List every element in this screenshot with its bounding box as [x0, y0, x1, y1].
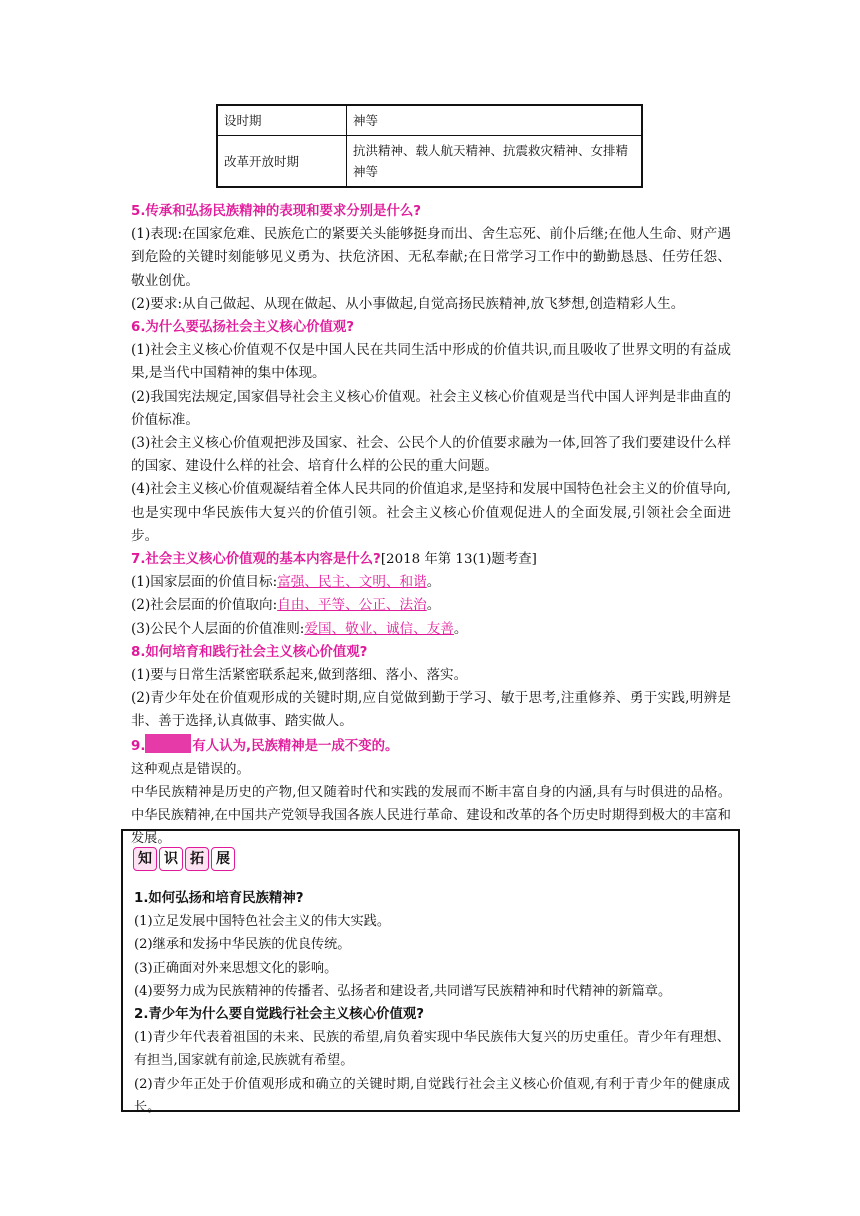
question-9-title [131, 734, 731, 758]
question-text: 有人认为,民族精神是一成不变的。 [192, 738, 399, 754]
answer-paragraph [131, 571, 731, 594]
punctuation: 。 [426, 597, 441, 614]
badge-char: 展 [211, 847, 235, 871]
question-text: .社会主义核心价值观的基本内容是什么? [140, 552, 381, 568]
badge-char: 知 [133, 847, 157, 871]
punctuation: 。 [426, 574, 441, 591]
question-number: 2 [134, 1007, 144, 1023]
answer-blank: 富强、民主、文明、和谐 [277, 574, 427, 591]
answer-paragraph: (3)社会主义核心价值观把涉及国家、社会、公民个人的价值要求融为一体,回答了我们要建设什么样的国家、建设什么样的社会、培育什么样的公民的重大问题。 [131, 435, 731, 475]
knowledge-question-1 [134, 887, 730, 910]
knowledge-extension-box [121, 829, 740, 1115]
question-6-title [131, 316, 731, 339]
answer-prefix: (3)公民个人层面的价值准则: [131, 620, 305, 637]
answer-blank: 爱国、敬业、诚信、友善 [304, 620, 454, 637]
period-cell: 改革开放时期 [217, 136, 347, 188]
table-row [217, 105, 642, 136]
answer-paragraph: 中华民族精神是历史的产物,但又随着时代和实践的发展而不断丰富自身的内涵,具有与时俱进的品格。中华民族精神,在中国共产党领导我国各族人民进行革命、建设和改革的各个历史时期得到极大的丰富和发展。 [131, 785, 731, 847]
answer-paragraph: (4)要努力成为民族精神的传播者、弘扬者和建设者,共同谱写民族精神和时代精神的新篇章。 [134, 983, 672, 999]
period-cell: 设时期 [217, 105, 347, 136]
badge-char: 拓 [185, 847, 209, 871]
answer-paragraph: (1)立足发展中国特色社会主义的伟大实践。 [134, 914, 391, 930]
answer-paragraph: (2)继承和发扬中华民族的优良传统。 [134, 937, 351, 953]
answer-prefix: (2)社会层面的价值取向: [131, 597, 278, 614]
answer-paragraph: (1)表现:在国家危难、民族危亡的紧要关头能够挺身而出、舍生忘死、前仆后继;在他人生命、财产遇到危险的关键时刻能够见义勇为、扶危济困、无私奉献;在日常学习工作中的勤勤恳恳、任劳任怨、敬业创优。 [131, 226, 731, 289]
answer-paragraph: (1)青少年代表着祖国的未来、民族的希望,肩负着实现中华民族伟大复兴的历史重任。青少年有理想、有担当,国家就有前途,民族就有希望。 [134, 1030, 730, 1069]
question-text: .青少年为什么要自觉践行社会主义核心价值观? [143, 1007, 424, 1023]
answer-paragraph: (2)我国宪法规定,国家倡导社会主义核心价值观。社会主义核心价值观是当代中国人评判是非曲直的价值标准。 [131, 388, 731, 428]
question-number: 9 [131, 738, 141, 754]
knowledge-extension-badge [133, 847, 235, 871]
question-7-title [131, 548, 731, 571]
question-8-title [131, 641, 731, 664]
question-number: 6 [131, 320, 141, 336]
question-text: .传承和弘扬民族精神的表现和要求分别是什么? [140, 204, 421, 219]
punctuation: 。 [453, 620, 468, 637]
answer-blank: 自由、平等、公正、法治 [277, 597, 427, 614]
answer-paragraph: (1)要与日常生活紧密联系起来,做到落细、落小、落实。 [131, 667, 468, 684]
answer-paragraph: (2)青少年正处于价值观形成和确立的关键时期,自觉践行社会主义核心价值观,有利于青少年的健康成长。 [134, 1076, 730, 1115]
era-spirit-table [216, 104, 643, 188]
question-type-tag [145, 734, 191, 753]
question-number: 7 [131, 552, 141, 568]
answer-paragraph: (3)正确面对外来思想文化的影响。 [134, 960, 338, 976]
punctuation: . [140, 738, 146, 754]
answer-prefix: (1)国家层面的价值目标: [131, 574, 278, 591]
answer-paragraph: 这种观点是错误的。 [131, 761, 250, 777]
answer-paragraph: (1)社会主义核心价值观不仅是中国人民在共同生活中形成的价值共识,而且吸收了世界文明的有益成果,是当代中国精神的集中体现。 [131, 342, 731, 382]
knowledge-question-2 [134, 1003, 730, 1026]
main-content [131, 200, 731, 851]
answer-paragraph: (4)社会主义核心价值观凝结着全体人民共同的价值追求,是坚持和发展中国特色社会主义的价值导向,也是实现中华民族伟大复兴的价值引领。社会主义核心价值观促进人的全面发展,引领社会全面进步。 [131, 481, 731, 544]
table-row [217, 136, 642, 188]
knowledge-content [134, 887, 730, 1119]
answer-paragraph [131, 618, 731, 641]
answer-paragraph [131, 594, 731, 617]
question-5-title [131, 200, 731, 223]
badge-char: 识 [159, 847, 183, 871]
question-text: .如何弘扬和培育民族精神? [143, 891, 304, 906]
question-number: 5 [131, 204, 141, 219]
exam-source: [2018 年第 13(1)题考查] [380, 552, 537, 568]
content-cell: 抗洪精神、载人航天精神、抗震救灾精神、女排精神等 [347, 136, 643, 188]
question-number: 1 [134, 891, 144, 906]
content-cell: 神等 [347, 105, 643, 136]
answer-paragraph: (2)要求:从自己做起、从现在做起、从小事做起,自觉高扬民族精神,放飞梦想,创造精彩人生。 [131, 295, 685, 312]
answer-paragraph: (2)青少年处在价值观形成的关键时期,应自觉做到勤于学习、敏于思考,注重修养、勇于实践,明辨是非、善于选择,认真做事、踏实做人。 [131, 690, 731, 730]
question-text: .如何培育和践行社会主义核心价值观? [140, 644, 368, 660]
question-number: 8 [131, 644, 141, 660]
question-text: .为什么要弘扬社会主义核心价值观? [140, 320, 355, 336]
